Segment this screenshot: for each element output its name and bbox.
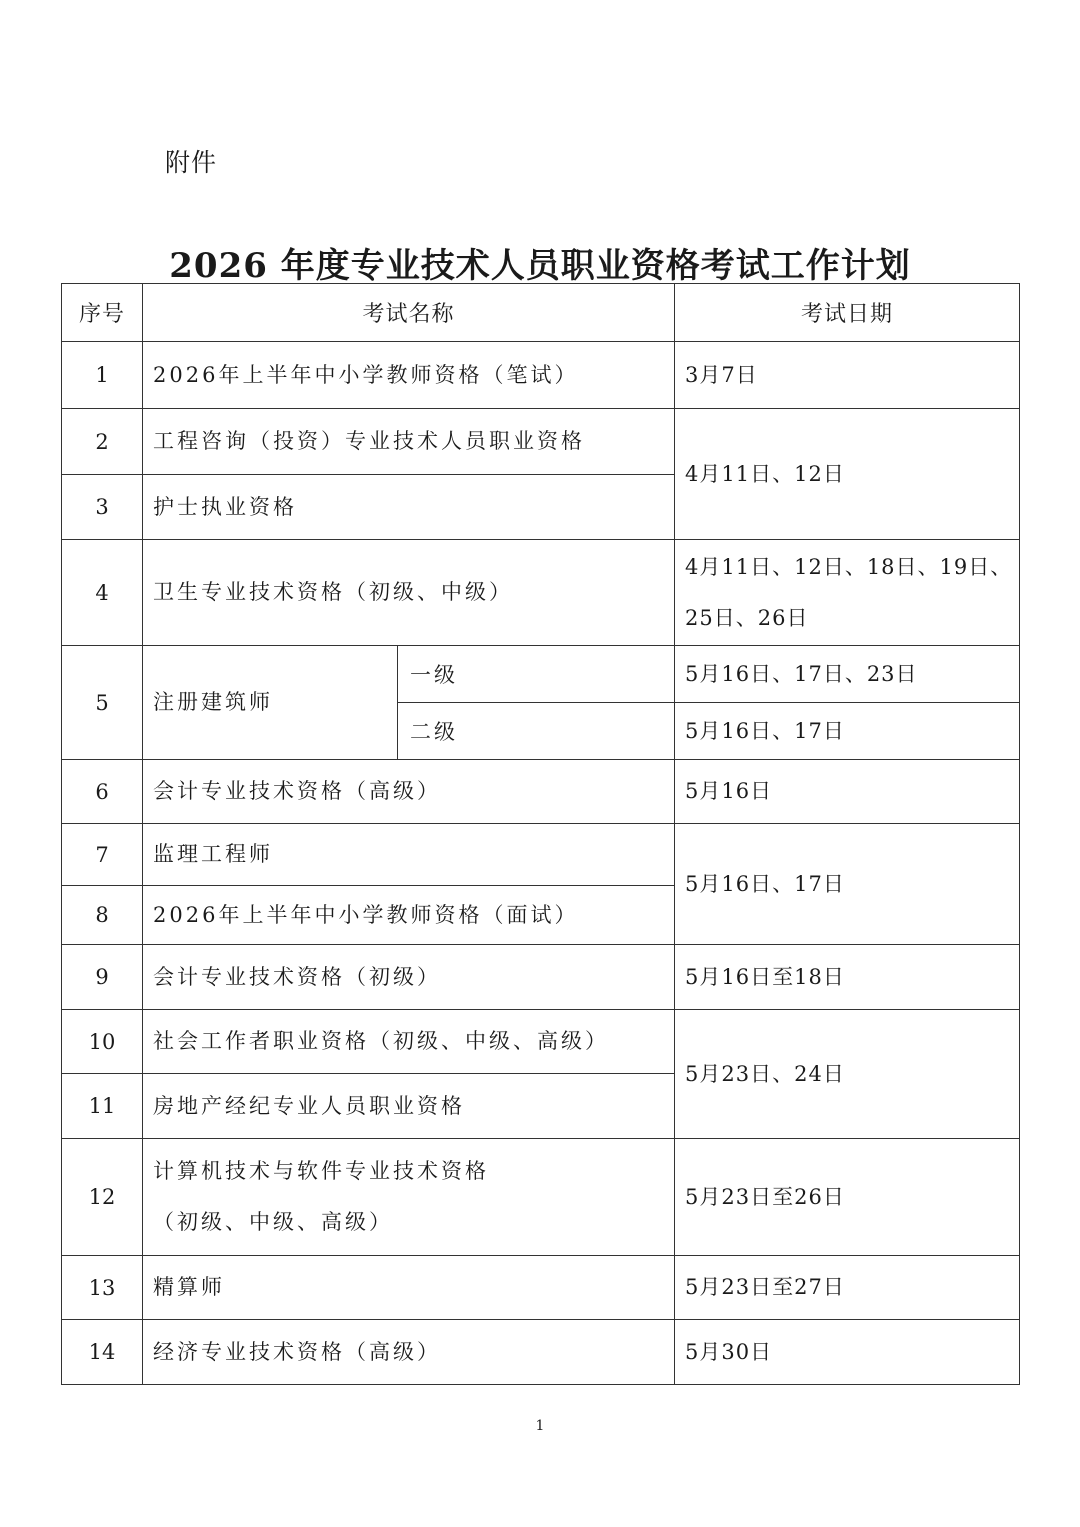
page-number: 1: [535, 1418, 545, 1434]
header-exam-date: 考试日期: [675, 284, 1020, 342]
attachment-label: 附件: [165, 148, 218, 177]
row-index: 3: [62, 475, 143, 540]
date-line: 4月11日、12日、18日、19日、: [685, 554, 1013, 579]
row-exam-date: 5月23日至26日: [675, 1139, 1020, 1256]
table-row: [62, 760, 1020, 824]
table-row: [62, 945, 1020, 1010]
row-exam-date: 3月7日: [675, 342, 1020, 409]
table-row: [62, 342, 1020, 409]
row-index: 7: [62, 824, 143, 886]
name-line: （初级、中级、高级）: [153, 1210, 393, 1234]
table-row: [62, 824, 1020, 886]
row-exam-name: 监理工程师: [143, 824, 675, 886]
header-exam-name: 考试名称: [143, 284, 675, 342]
row-index: 6: [62, 760, 143, 824]
row-index: 2: [62, 409, 143, 475]
date-line: 25日、26日: [685, 605, 809, 630]
table-row: [62, 1256, 1020, 1320]
row-exam-date: 5月16日、17日: [675, 824, 1020, 945]
row-exam-name: 工程咨询（投资）专业技术人员职业资格: [143, 409, 675, 475]
row-index: 9: [62, 945, 143, 1010]
table-row: [62, 1010, 1020, 1074]
row-exam-name: 2026年上半年中小学教师资格（面试）: [143, 886, 675, 945]
row-exam-name: 房地产经纪专业人员职业资格: [143, 1074, 675, 1139]
table-row: [62, 409, 1020, 475]
row-index: 5: [62, 646, 143, 760]
document-title: 2026 年度专业技术人员职业资格考试工作计划: [169, 246, 911, 286]
row-index: 1: [62, 342, 143, 409]
row-exam-name: 社会工作者职业资格（初级、中级、高级）: [143, 1010, 675, 1074]
row-exam-level: 二级: [398, 703, 675, 760]
row-index: 4: [62, 540, 143, 646]
table-header-row: [62, 284, 1020, 342]
row-index: 12: [62, 1139, 143, 1256]
header-index: 序号: [62, 284, 143, 342]
row-exam-date: 5月16日、17日、23日: [675, 646, 1020, 703]
row-exam-name: 会计专业技术资格（高级）: [143, 760, 675, 824]
row-index: 8: [62, 886, 143, 945]
table-row: [62, 540, 1020, 646]
row-exam-name: 注册建筑师: [143, 646, 398, 760]
row-exam-name: 经济专业技术资格（高级）: [143, 1320, 675, 1385]
row-exam-date: 5月23日、24日: [675, 1010, 1020, 1139]
row-exam-date: 5月16日: [675, 760, 1020, 824]
row-exam-name: 精算师: [143, 1256, 675, 1320]
row-index: 10: [62, 1010, 143, 1074]
row-exam-date: 5月23日至27日: [675, 1256, 1020, 1320]
row-exam-date: [675, 540, 1020, 646]
row-exam-name: 会计专业技术资格（初级）: [143, 945, 675, 1010]
row-exam-date: 4月11日、12日: [675, 409, 1020, 540]
name-line: 计算机技术与软件专业技术资格: [153, 1159, 489, 1183]
row-index: 13: [62, 1256, 143, 1320]
row-exam-date: 5月16日、17日: [675, 703, 1020, 760]
row-exam-level: 一级: [398, 646, 675, 703]
row-index: 11: [62, 1074, 143, 1139]
row-exam-date: 5月16日至18日: [675, 945, 1020, 1010]
row-exam-name: 卫生专业技术资格（初级、中级）: [143, 540, 675, 646]
row-index: 14: [62, 1320, 143, 1385]
table-row: [62, 646, 1020, 703]
row-exam-date: 5月30日: [675, 1320, 1020, 1385]
exam-schedule-table: [61, 283, 1020, 1385]
row-exam-name: [143, 1139, 675, 1256]
table-row: [62, 1139, 1020, 1256]
table-row: [62, 1320, 1020, 1385]
row-exam-name: 护士执业资格: [143, 475, 675, 540]
row-exam-name: 2026年上半年中小学教师资格（笔试）: [143, 342, 675, 409]
